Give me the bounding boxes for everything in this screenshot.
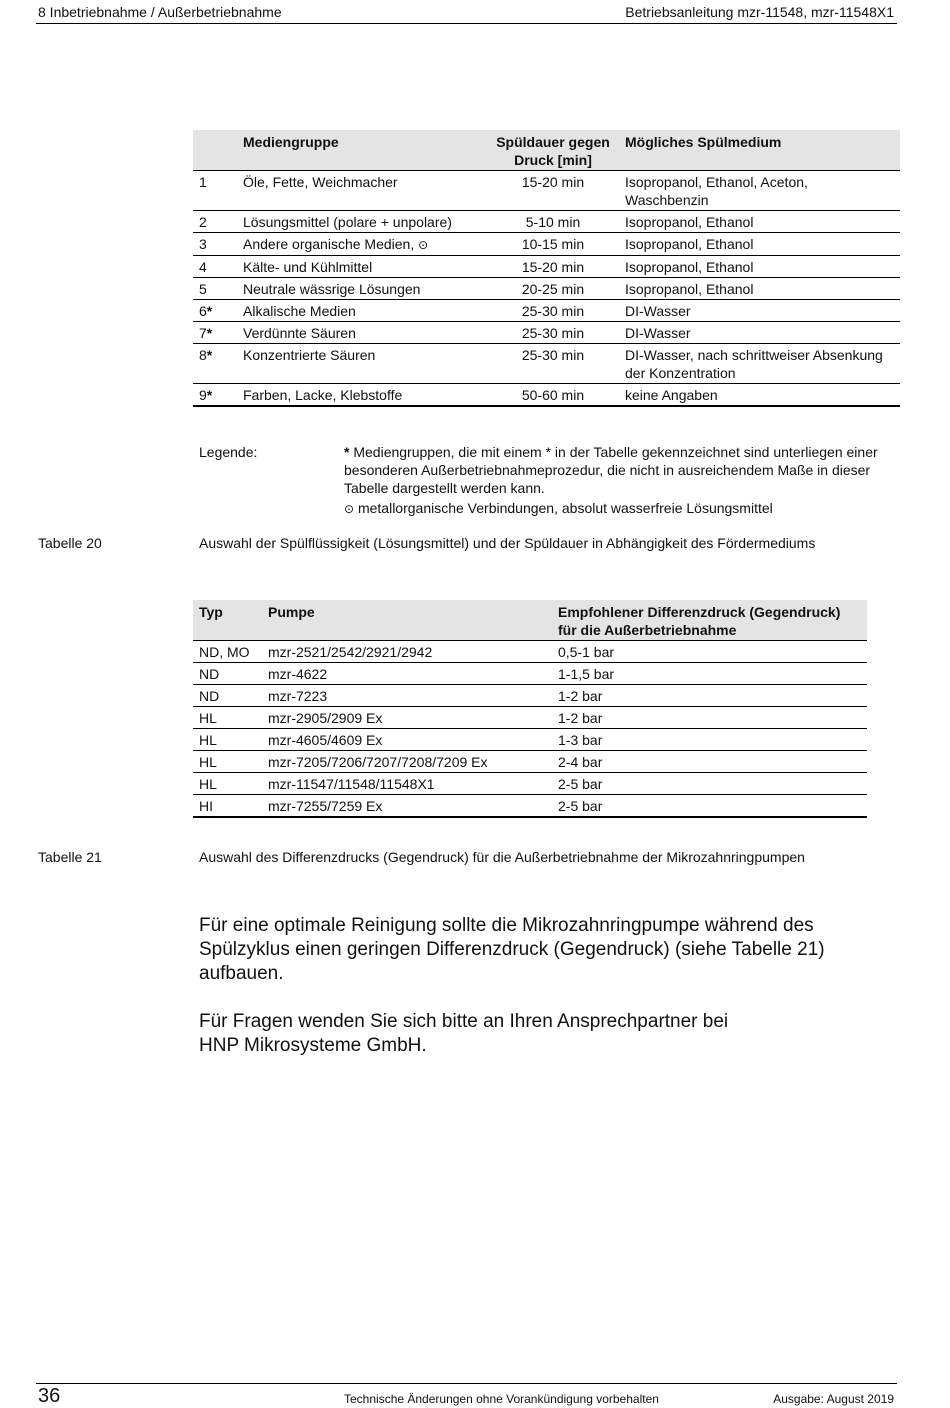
cell-pressure: 1-2 bar (552, 685, 867, 707)
cell-medium: Isopropanol, Ethanol (619, 256, 900, 278)
table-row (193, 278, 900, 300)
legend-label: Legende: (199, 444, 258, 460)
caption-label-table21: Tabelle 21 (38, 849, 102, 865)
group-label: Öle, Fette, Weichmacher (243, 174, 398, 190)
table-body (193, 641, 867, 818)
cell-group (237, 322, 487, 344)
asterisk-marker: * (206, 387, 213, 403)
table-row (193, 729, 867, 751)
table-rinsing-media (193, 130, 900, 407)
cell-duration: 25-30 min (487, 322, 619, 344)
cell-duration: 25-30 min (487, 300, 619, 322)
cell-duration: 10-15 min (487, 233, 619, 256)
group-label: Verdünnte Säuren (243, 325, 356, 341)
table-row (193, 322, 900, 344)
circle-dot-icon: ⊙ (344, 502, 355, 516)
paragraph-contact: Für Fragen wenden Sie sich bitte an Ihren Ansprechpartner bei HNP Mikrosysteme GmbH. (199, 1011, 729, 1056)
row-number: 9 (199, 387, 207, 403)
row-number: 1 (199, 174, 207, 190)
cell-pump: mzr-11547/11548/11548X1 (262, 773, 552, 795)
header-manual-title: Betriebsanleitung mzr-11548, mzr-11548X1 (625, 4, 894, 20)
cell-number (193, 211, 237, 233)
cell-medium: Isopropanol, Ethanol (619, 233, 900, 256)
cell-number (193, 322, 237, 344)
group-label: Andere organische Medien, (243, 236, 415, 252)
legend-circle-text: metallorganische Verbindungen, absolut wasserfreie Lösungsmittel (357, 500, 773, 516)
table-row (193, 641, 867, 663)
caption-text-table20: Auswahl der Spülflüssigkeit (Lösungsmittel) und der Spüldauer in Abhängigkeit des Fördermediums (199, 535, 816, 551)
cell-duration: 5-10 min (487, 211, 619, 233)
table-header-row (193, 130, 900, 171)
cell-type: HL (193, 773, 262, 795)
cell-medium: Isopropanol, Ethanol (619, 211, 900, 233)
table-row (193, 300, 900, 322)
cell-pump: mzr-4605/4609 Ex (262, 729, 552, 751)
table-row (193, 795, 867, 818)
cell-number (193, 256, 237, 278)
cell-group (237, 256, 487, 278)
asterisk-marker: * (206, 347, 213, 363)
row-number: 6 (199, 303, 207, 319)
cell-medium: Isopropanol, Ethanol (619, 278, 900, 300)
table-row (193, 384, 900, 407)
cell-pressure: 1-3 bar (552, 729, 867, 751)
header-cell-pump: Pumpe (262, 600, 552, 641)
cell-pressure: 1-2 bar (552, 707, 867, 729)
footer-notice: Technische Änderungen ohne Vorankündigung vorbehalten (344, 1392, 659, 1406)
table-row (193, 773, 867, 795)
header-chapter: 8 Inbetriebnahme / Außerbetriebnahme (38, 4, 282, 20)
cell-pump: mzr-4622 (262, 663, 552, 685)
table-row (193, 344, 900, 384)
cell-type: ND (193, 685, 262, 707)
cell-type: ND (193, 663, 262, 685)
header-cell-pressure: Empfohlener Differenzdruck (Gegendruck) für die Außerbetriebnahme (552, 600, 867, 641)
group-label: Lösungsmittel (polare + unpolare) (243, 214, 452, 230)
row-number: 3 (199, 236, 207, 252)
cell-pressure: 2-4 bar (552, 751, 867, 773)
group-label: Farben, Lacke, Klebstoffe (243, 387, 403, 403)
cell-medium: DI-Wasser (619, 322, 900, 344)
table-body (193, 171, 900, 407)
cell-duration: 25-30 min (487, 344, 619, 384)
header-cell-group: Mediengruppe (237, 130, 487, 171)
table-row (193, 233, 900, 256)
table-row (193, 171, 900, 211)
cell-group (237, 211, 487, 233)
header-cell-duration: Spüldauer gegen Druck [min] (487, 130, 619, 171)
cell-medium: DI-Wasser, nach schrittweiser Absenkung der Konzentration (619, 344, 900, 384)
cell-medium: Isopropanol, Ethanol, Aceton, Waschbenzin (619, 171, 900, 211)
caption-text-table21: Auswahl des Differenzdrucks (Gegendruck) für die Außerbetriebnahme der Mikrozahnringpumpen (199, 849, 805, 865)
header-cell-type: Typ (193, 600, 262, 641)
legend-circle-entry (344, 499, 892, 518)
cell-number (193, 344, 237, 384)
cell-type: HL (193, 729, 262, 751)
cell-pressure: 2-5 bar (552, 773, 867, 795)
cell-type: HI (193, 795, 262, 818)
cell-duration: 15-20 min (487, 256, 619, 278)
table-row (193, 663, 867, 685)
legend-star-symbol: * (344, 444, 350, 460)
legend-star-text: Mediengruppen, die mit einem * in der Tabelle gekennzeichnet sind unterliegen einer besonderen Außerbetriebnahmeprozedur, die nicht in ausreichendem Maße in dieser Tabelle dargestellt werden kann. (344, 444, 878, 496)
cell-type: HL (193, 751, 262, 773)
cell-duration: 15-20 min (487, 171, 619, 211)
cell-group (237, 278, 487, 300)
cell-group (237, 233, 487, 256)
asterisk-marker: * (206, 325, 213, 341)
cell-number (193, 300, 237, 322)
paragraph-cleaning: Für eine optimale Reinigung sollte die Mikrozahnringpumpe während des Spülzyklus einen geringen Differenzdruck (Gegendruck) (siehe Tabelle 21) aufbauen. (199, 915, 825, 984)
table-header-row (193, 600, 867, 641)
row-number: 4 (199, 259, 207, 275)
page-number: 36 (38, 1385, 61, 1407)
cell-group (237, 344, 487, 384)
cell-pump: mzr-7223 (262, 685, 552, 707)
cell-medium: DI-Wasser (619, 300, 900, 322)
cell-pressure: 2-5 bar (552, 795, 867, 818)
circle-dot-icon: ⊙ (418, 238, 429, 252)
row-number: 2 (199, 214, 207, 230)
row-number: 8 (199, 347, 207, 363)
asterisk-marker: * (206, 303, 213, 319)
table-row (193, 685, 867, 707)
table-row (193, 751, 867, 773)
header-cell-medium: Mögliches Spülmedium (619, 130, 900, 171)
cell-number (193, 278, 237, 300)
group-label: Kälte- und Kühlmittel (243, 259, 373, 275)
table-row (193, 707, 867, 729)
cell-pump: mzr-7255/7259 Ex (262, 795, 552, 818)
table-row (193, 256, 900, 278)
header-divider (36, 23, 897, 24)
legend-star-entry (344, 443, 892, 497)
cell-group (237, 384, 487, 407)
cell-pump: mzr-2905/2909 Ex (262, 707, 552, 729)
caption-label-table20: Tabelle 20 (38, 535, 102, 551)
cell-type: ND, MO (193, 641, 262, 663)
table-differential-pressure (193, 600, 867, 818)
cell-number (193, 384, 237, 407)
cell-duration: 20-25 min (487, 278, 619, 300)
cell-number (193, 171, 237, 211)
header-cell-number (193, 130, 237, 171)
cell-pump: mzr-7205/7206/7207/7208/7209 Ex (262, 751, 552, 773)
cell-duration: 50-60 min (487, 384, 619, 407)
row-number: 7 (199, 325, 207, 341)
cell-number (193, 233, 237, 256)
footer-divider (36, 1383, 897, 1384)
cell-group (237, 171, 487, 211)
group-label: Alkalische Medien (243, 303, 356, 319)
cell-type: HL (193, 707, 262, 729)
cell-group (237, 300, 487, 322)
group-label: Neutrale wässrige Lösungen (243, 281, 421, 297)
table-row (193, 211, 900, 233)
row-number: 5 (199, 281, 207, 297)
group-label: Konzentrierte Säuren (243, 347, 376, 363)
footer-edition: Ausgabe: August 2019 (773, 1392, 894, 1406)
cell-pump: mzr-2521/2542/2921/2942 (262, 641, 552, 663)
cell-pressure: 0,5-1 bar (552, 641, 867, 663)
cell-medium: keine Angaben (619, 384, 900, 407)
cell-pressure: 1-1,5 bar (552, 663, 867, 685)
